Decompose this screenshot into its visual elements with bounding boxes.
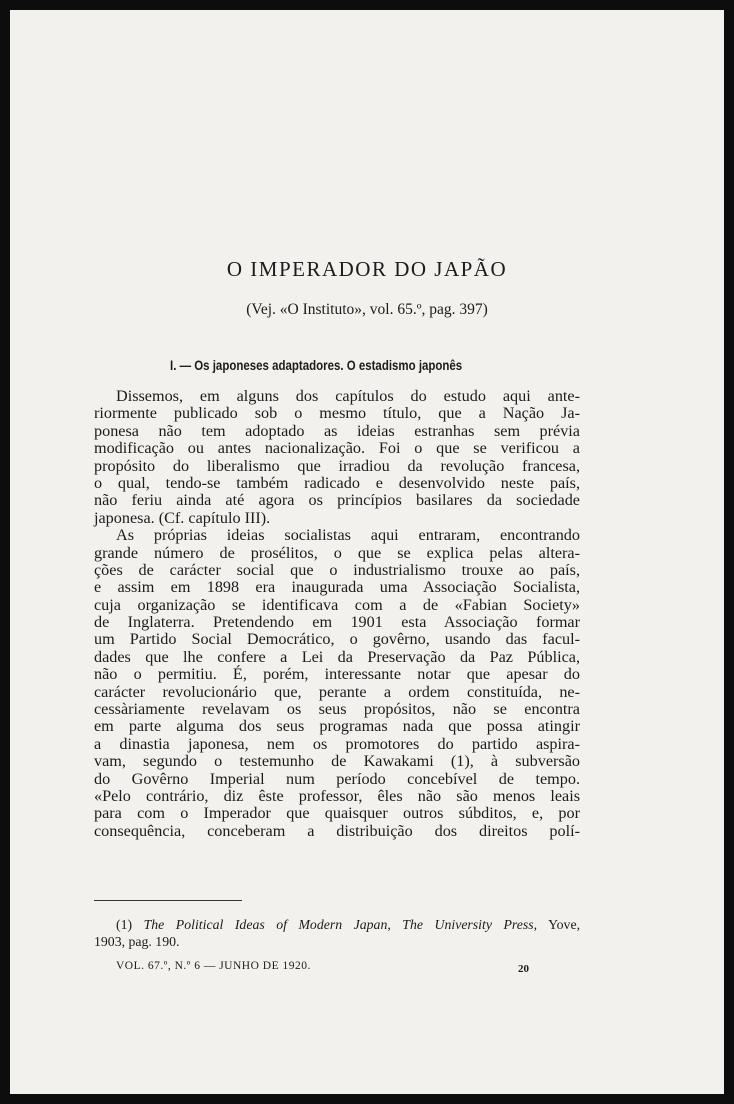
body-line: e assim em 1898 era inaugurada uma Associação Socialista, xyxy=(94,578,580,597)
body-line: carácter revolucionário que, perante a ordem constituída, ne- xyxy=(94,682,580,701)
body-line: não feriu ainda até agora os princípios basilares da sociedade xyxy=(94,491,580,510)
body-line: cuja organização se identificava com a de «Fabian Society» xyxy=(94,595,580,614)
body-line: As próprias ideias socialistas aqui entraram, encontrando xyxy=(116,526,580,545)
body-line: ponesa não tem adoptado as ideias estranhas sem prévia xyxy=(94,421,580,440)
body-line: o qual, tendo-se também radicado e desenvolvido neste país, xyxy=(94,473,580,492)
body-line: riormente publicado sob o mesmo título, que a Nação Ja- xyxy=(94,404,580,423)
body-line: dades que lhe confere a Lei da Preservação da Paz Pública, xyxy=(94,647,580,666)
body-line: a dinastia japonesa, nem os promotores do partido aspira- xyxy=(94,734,580,753)
body-text xyxy=(94,388,580,840)
body-line: um Partido Social Democrático, o govêrno, usando das facul- xyxy=(94,630,580,649)
body-line: para com o Imperador que quaisquer outros súbditos, e, por xyxy=(94,804,580,823)
body-line: modificação ou antes nacionalização. Foi o que se verificou a xyxy=(94,439,580,458)
body-line: consequência, conceberam a distribuição dos direitos polí- xyxy=(94,821,580,840)
document-page xyxy=(10,10,724,1094)
footnote-line-2: 1903, pag. 190. xyxy=(94,934,180,949)
body-line: Dissemos, em alguns dos capítulos do estudo aqui ante- xyxy=(116,387,580,405)
volume-info: VOL. 67.º, N.º 6 — JUNHO DE 1920. xyxy=(116,960,311,972)
body-line: cessàriamente revelavam os seus propósitos, não se encontra xyxy=(94,700,580,719)
body-line: de Inglaterra. Pretendendo em 1901 esta Associação formar xyxy=(94,613,580,632)
section-heading: I. — Os japoneses adaptadores. O estadismo japonês xyxy=(170,357,463,373)
body-line: vam, segundo o testemunho de Kawakami (1), à subversão xyxy=(94,752,580,771)
body-line: em parte alguma dos seus programas nada que possa atingir xyxy=(94,717,580,736)
page-number: 20 xyxy=(518,963,529,975)
body-line: ções de carácter social que o industrialismo trouxe ao país, xyxy=(94,560,580,579)
body-line: não o permitiu. É, porém, interessante notar que apesar do xyxy=(94,665,580,684)
body-line: «Pelo contrário, diz êste professor, êles não são menos leais xyxy=(94,786,580,805)
body-line: do Govêrno Imperial num período concebível de tempo. xyxy=(94,769,580,788)
footnote-title: The Political Ideas of Modern Japan, The University Press, xyxy=(143,917,538,932)
footnote-marker: (1) xyxy=(116,917,133,932)
article-title: O IMPERADOR DO JAPÃO xyxy=(226,257,508,281)
body-line: propósito do liberalismo que irradiou da revolução francesa, xyxy=(94,456,580,475)
body-line: japonesa. (Cf. capítulo III). xyxy=(94,508,271,527)
body-line: grande número de prosélitos, o que se explica pelas altera- xyxy=(94,543,580,562)
footnote-divider xyxy=(94,900,242,901)
article-reference: (Vej. «O Instituto», vol. 65.º, pag. 397) xyxy=(246,301,488,318)
footnote xyxy=(94,916,580,950)
footnote-line-1 xyxy=(94,916,580,933)
footnote-place: Yove, xyxy=(548,917,581,932)
